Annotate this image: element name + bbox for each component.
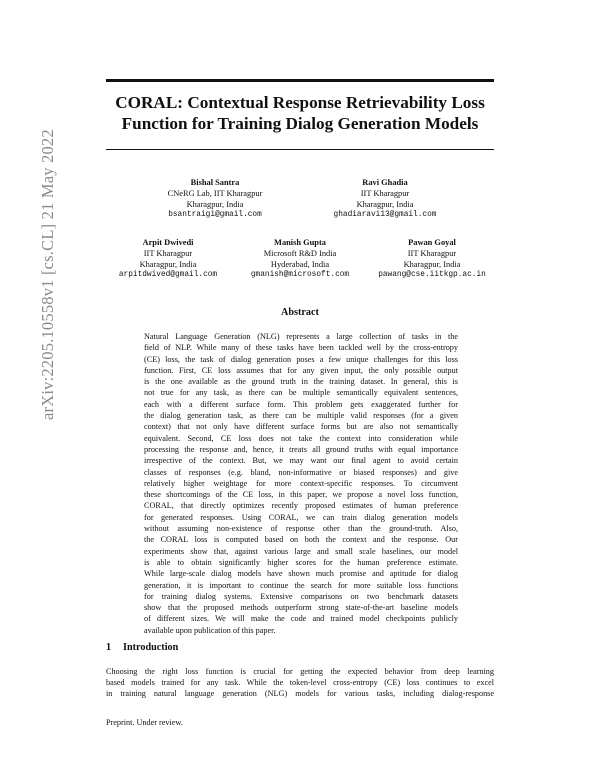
section-number: 1	[106, 642, 112, 653]
abstract-line: Natural Language Generation (NLG) represents a large collection of tasks in the	[144, 332, 458, 341]
arxiv-identifier-stamp[interactable]: arXiv:2205.10558v1 [cs.CL] 21 May 2022	[38, 129, 57, 420]
title-top-rule	[106, 79, 494, 82]
author-affiliation: IIT Kharagpur	[360, 189, 410, 198]
abstract-line: is able to obtain significantly higher scores for the human preference estimate.	[144, 557, 458, 567]
title-line-2: Function for Training Dialog Generation Models	[121, 114, 479, 133]
abstract-line: without assuming non-existence of response other than the ground-truth. Also,	[144, 524, 458, 534]
abstract-line: CORAL, that directly optimizes recently proposed estimates of human preference	[144, 501, 458, 511]
abstract-line: generation, it is important to continue the search for more suitable loss functions	[144, 580, 458, 590]
title-line-1: CORAL: Contextual Response Retrievability Loss	[115, 93, 485, 112]
author-name: Bishal Santra	[190, 178, 240, 187]
intro-line: Choosing the right loss function is crucial for getting the expected behavior from deep learning	[106, 667, 494, 676]
abstract-line: for generated responses. Using CORAL, we can train dialog generation models	[144, 512, 458, 522]
abstract-line: irrespective of the context. But, we may want our final agent to avoid certain	[144, 456, 458, 466]
abstract-line: each with a different surface form. This problem gets exaggerated further for	[144, 399, 458, 409]
abstract-line: the CORAL loss is computed based on both the context and the response. Our	[144, 535, 458, 545]
author-location: Kharagpur, India	[403, 260, 461, 269]
abstract-line: function. First, CE loss assumes that for any given input, the only possible output	[144, 365, 458, 375]
author-affiliation: IIT Kharagpur	[143, 249, 193, 258]
section-heading	[106, 642, 178, 653]
abstract-line: context) that not only have different surface forms but are also not semantically	[144, 422, 458, 432]
author-email[interactable]: bsantraigi@gmail.com	[168, 211, 262, 219]
abstract-line: available upon publication of this paper.	[144, 625, 276, 635]
abstract-line: classes of responses (e.g. bland, non-informative or biased responses) and give	[144, 467, 458, 477]
abstract-body	[144, 331, 458, 636]
author-block	[150, 177, 280, 221]
abstract-line: show that the proposed methods outperform strong state-of-the-art baseline models	[144, 603, 458, 613]
author-block	[320, 177, 450, 221]
introduction-body	[106, 666, 494, 700]
abstract-line: experiments show that, against various large and small scale baselines, our model	[144, 546, 458, 556]
abstract-line: relatively higher weightage for more context-specific responses. To circumvent	[144, 478, 458, 488]
author-location: Kharagpur, India	[356, 200, 414, 209]
abstract-line: equivalent. Second, CE loss does not take the context into consideration while	[144, 433, 458, 443]
abstract-line: processing the response and, hence, it treats all ground truths with equal importance	[144, 444, 458, 454]
abstract-heading: Abstract	[281, 307, 319, 318]
author-location: Kharagpur, India	[186, 200, 244, 209]
author-block	[368, 237, 496, 281]
paper-title	[106, 92, 494, 134]
author-block	[106, 237, 230, 281]
intro-line: in training natural language generation (NLG) models for various tasks, including dialog-response	[106, 689, 494, 699]
author-name: Manish Gupta	[274, 238, 326, 247]
author-location: Kharagpur, India	[139, 260, 197, 269]
author-affiliation: IIT Kharagpur	[407, 249, 457, 258]
author-name: Ravi Ghadia	[362, 178, 408, 187]
title-bottom-rule	[106, 149, 494, 150]
abstract-line: not true for any task, as there can be multiple semantically equivalent sentences,	[144, 388, 458, 398]
author-affiliation: CNeRG Lab, IIT Kharagpur	[167, 189, 263, 198]
preprint-footer: Preprint. Under review.	[106, 718, 183, 727]
abstract-line: these shortcomings of the CE loss, in this paper, we propose a novel loss function,	[144, 490, 458, 500]
author-affiliation: Microsoft R&D India	[263, 249, 337, 258]
intro-line: based models trained for any task. While the token-level cross-entropy (CE) loss continues to excel	[106, 678, 494, 688]
abstract-line: While large-scale dialog models have shown much promise and aptitude for dialog	[144, 569, 458, 579]
author-email[interactable]: arpitdwived@gmail.com	[118, 271, 218, 279]
abstract-line: is the one available as the ground truth in the training dataset. In general, this is	[144, 377, 458, 387]
author-block	[236, 237, 364, 281]
abstract-line: the dialog generation task, as there can be multiple valid responses (for a given	[144, 411, 458, 421]
author-email[interactable]: gmanish@microsoft.com	[250, 271, 350, 279]
abstract-line: for training dialog systems. Extensive comparisons on two benchmark datasets	[144, 591, 458, 601]
section-title: Introduction	[123, 642, 179, 653]
author-location: Hyderabad, India	[270, 260, 330, 269]
abstract-line: of different sizes. We will make the code and trained model checkpoints publicly	[144, 614, 458, 624]
author-email[interactable]: ghadiaravi13@gmail.com	[333, 211, 437, 219]
author-email[interactable]: pawang@cse.iitkgp.ac.in	[378, 271, 486, 279]
abstract-line: field of NLP. While many of these tasks have been tackled well by the cross-entropy	[144, 343, 458, 353]
abstract-line: (CE) loss, the task of dialog generation poses a few unique challenges for this loss	[144, 354, 458, 364]
author-name: Pawan Goyal	[408, 238, 456, 247]
author-name: Arpit Dwivedi	[142, 238, 194, 247]
